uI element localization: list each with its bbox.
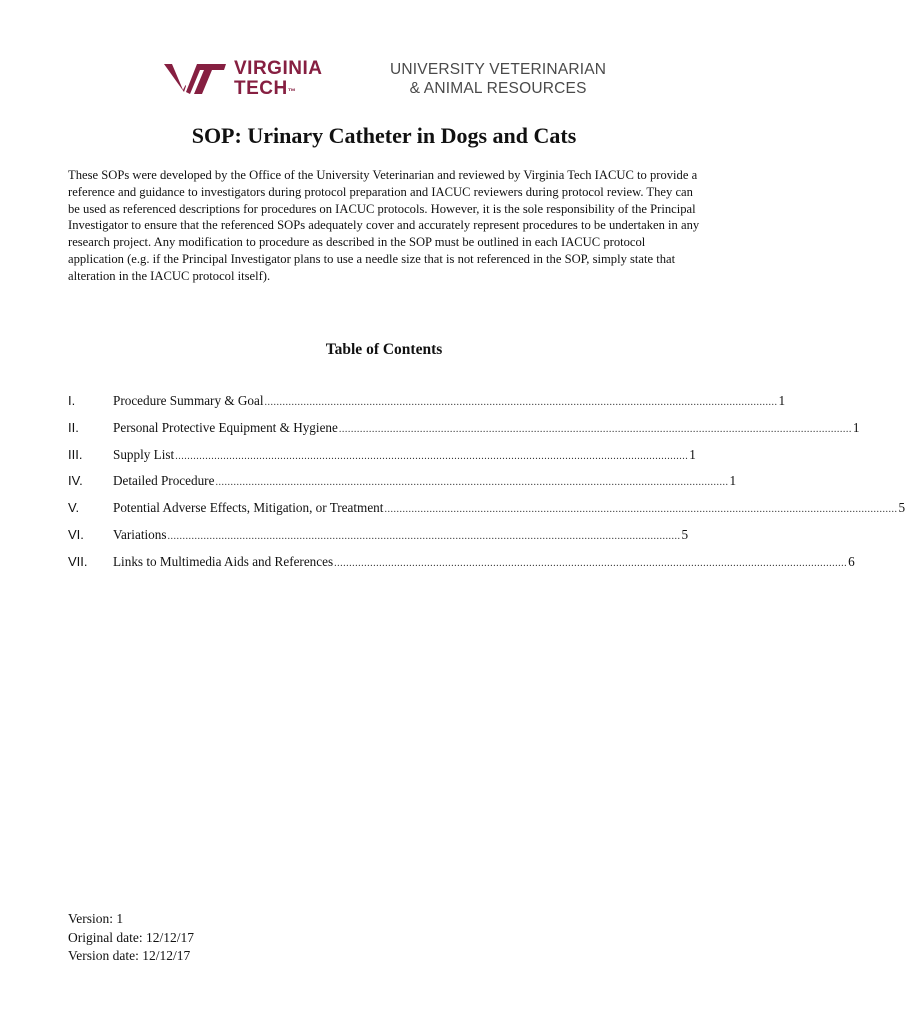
toc-entry[interactable] xyxy=(68,419,860,447)
department-line-1: UNIVERSITY VETERINARIAN xyxy=(390,61,607,78)
toc-number: VII. xyxy=(68,553,88,569)
intro-text: These SOPs were developed by the Office of the University Veterinarian and reviewed by Virginia Tech IACUC to provide a reference and guidance to investigators during protocol preparation and IACUC reviewers during protocol review. They can be used as referenced descriptions for procedures on IACUC protocols. However, it is the sole responsibility of the Principal Investigator to ensure that the referenced SOPs adequately cover and accurately represent procedures to be undertaken in any research project. Any modification to procedure as described in the SOP must be outlined in each IACUC protocol application (e.g. if the Principal Investigator plans to use a needle size that is not referenced in the SOP, simply state that alteration in the IACUC protocol itself). xyxy=(68,168,700,283)
toc-page: 1 xyxy=(729,473,737,489)
original-date: Original date: 12/12/17 xyxy=(68,929,194,945)
toc-page: 5 xyxy=(898,500,905,516)
version-info xyxy=(68,910,194,966)
toc-heading: Table of Contents xyxy=(325,341,443,358)
toc-label: Variations xyxy=(113,526,167,542)
version-number: Version: 1 xyxy=(68,911,124,926)
toc-page: 6 xyxy=(848,553,855,569)
virginia-tech-logo-icon xyxy=(164,62,226,96)
toc-number: V. xyxy=(68,500,80,516)
toc-label: Procedure Summary & Goal xyxy=(113,393,264,408)
toc-entry[interactable] xyxy=(68,500,905,527)
toc-leader: ........................................................................................................................................................................... xyxy=(338,423,852,435)
toc-number: IV. xyxy=(68,473,83,489)
toc-page: 1 xyxy=(689,446,696,462)
toc-leader: ........................................................................................................................................................................... xyxy=(167,530,681,542)
toc-entry[interactable] xyxy=(68,446,696,474)
toc-leader: ........................................................................................................................................................................... xyxy=(264,397,778,408)
toc-page: 1 xyxy=(778,393,786,408)
toc-entry[interactable] xyxy=(68,553,855,581)
toc-entry[interactable] xyxy=(68,473,737,500)
toc-label: Links to Multimedia Aids and References xyxy=(113,553,334,569)
toc-label: Detailed Procedure xyxy=(113,473,215,489)
toc-label: Supply List xyxy=(113,446,175,462)
virginia-tech-wordmark: VIRGINIA TECH™ xyxy=(234,58,323,99)
toc-entry[interactable] xyxy=(68,526,689,554)
toc-leader: ........................................................................................................................................................................... xyxy=(334,557,848,569)
toc-leader: ........................................................................................................................................................................... xyxy=(175,450,689,462)
toc-leader: ........................................................................................................................................................................... xyxy=(384,504,898,516)
department-name xyxy=(390,60,606,98)
toc-page: 1 xyxy=(852,419,860,435)
toc-leader: ........................................................................................................................................................................... xyxy=(215,477,729,489)
department-line-2: & ANIMAL RESOURCES xyxy=(409,80,587,97)
toc-number: III. xyxy=(68,446,83,462)
version-date: Version date: 12/12/17 xyxy=(68,948,191,963)
toc-number: I. xyxy=(68,393,76,408)
table-of-contents xyxy=(68,393,905,581)
toc-number: VI. xyxy=(68,526,84,542)
intro-paragraph xyxy=(68,167,704,285)
document-header xyxy=(88,58,680,98)
toc-entry[interactable] xyxy=(68,393,786,420)
toc-label: Personal Protective Equipment & Hygiene xyxy=(113,419,338,435)
document-title: SOP: Urinary Catheter in Dogs and Cats xyxy=(191,123,577,148)
toc-page: 5 xyxy=(681,526,689,542)
toc-number: II. xyxy=(68,419,79,435)
toc-label: Potential Adverse Effects, Mitigation, or Treatment xyxy=(113,500,384,516)
